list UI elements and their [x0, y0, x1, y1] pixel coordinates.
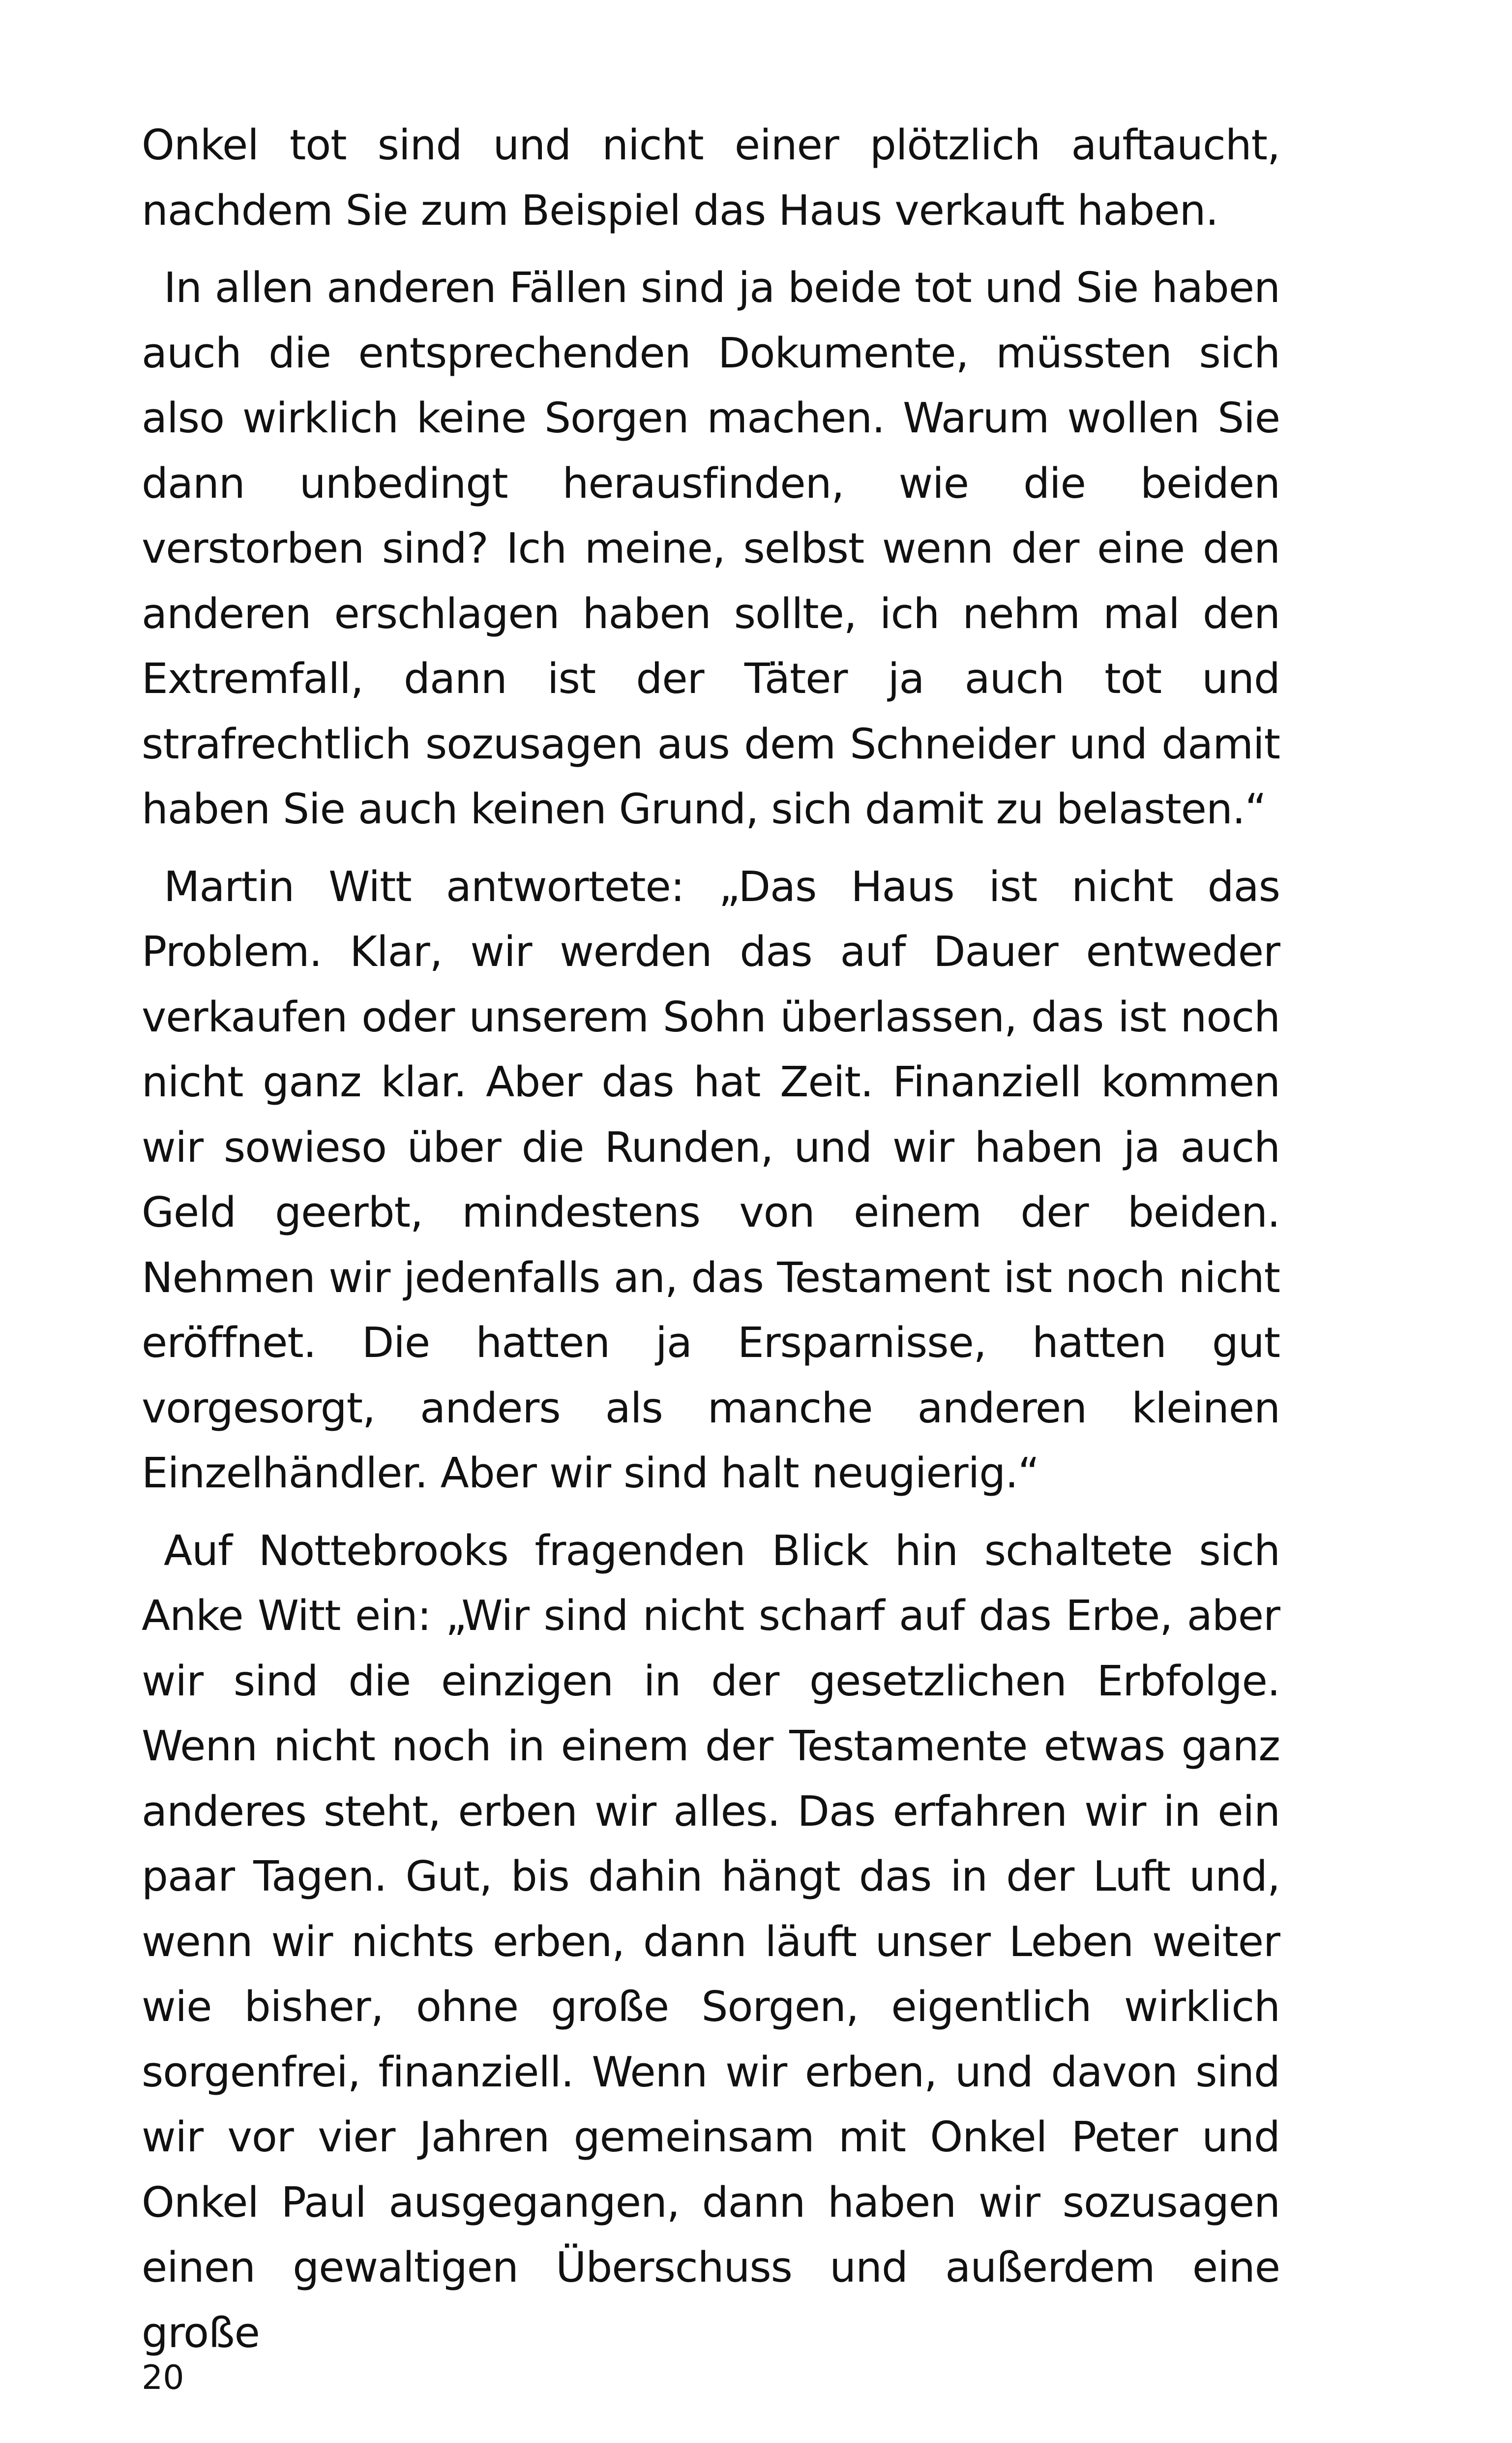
paragraph: Auf Nottebrooks fragenden Blick hin schaltete sich Anke Witt ein: „Wir sind nicht scharf auf das Erbe, aber wir sind die einzigen in der gesetzlichen Erbfolge. Wenn nicht noch in einem der Testamente etwas ganz anderes steht, erben wir alles. Das erfahren wir in ein paar Tagen. Gut, bis dahin hängt das in der Luft und, wenn wir nichts erben, dann läuft unser Leben weiter wie bisher, ohne große Sorgen, eigentlich wirklich sorgenfrei, finanziell. Wenn wir erben, und davon sind wir vor vier Jahren gemeinsam mit Onkel Peter und Onkel Paul ausgegangen, dann haben wir sozusagen einen gewaltigen Überschuss und außerdem eine große [142, 1526, 1280, 2357]
page-number: 20 [142, 2358, 184, 2397]
paragraph: In allen anderen Fällen sind ja beide tot und Sie haben auch die entsprechenden Dokumente, müssten sich also wirklich keine Sorgen machen. Warum wollen Sie dann unbedingt herausfinden, wie die beiden verstorben sind? Ich meine, selbst wenn der eine den anderen erschlagen haben sollte, ich nehm mal den Extremfall, dann ist der Täter ja auch tot und strafrechtlich sozusagen aus dem Schneider und damit haben Sie auch keinen Grund, sich damit zu belasten.“ [142, 264, 1280, 834]
paragraph: Martin Witt antwortete: „Das Haus ist nicht das Problem. Klar, wir werden das auf Dauer entweder verkaufen oder unserem Sohn überlassen, das ist noch nicht ganz klar. Aber das hat Zeit. Finanziell kommen wir sowieso über die Runden, und wir haben ja auch Geld geerbt, mindestens von einem der beiden. Nehmen wir jedenfalls an, das Testament ist noch nicht eröffnet. Die hatten ja Ersparnisse, hatten gut vorgesorgt, anders als manche anderen kleinen Einzelhändler. Aber wir sind halt neugierig.“ [142, 862, 1280, 1498]
paragraph: Onkel tot sind und nicht einer plötzlich auftaucht, nachdem Sie zum Beispiel das Haus verkauft haben. [142, 121, 1280, 235]
body-text [142, 113, 1280, 2366]
